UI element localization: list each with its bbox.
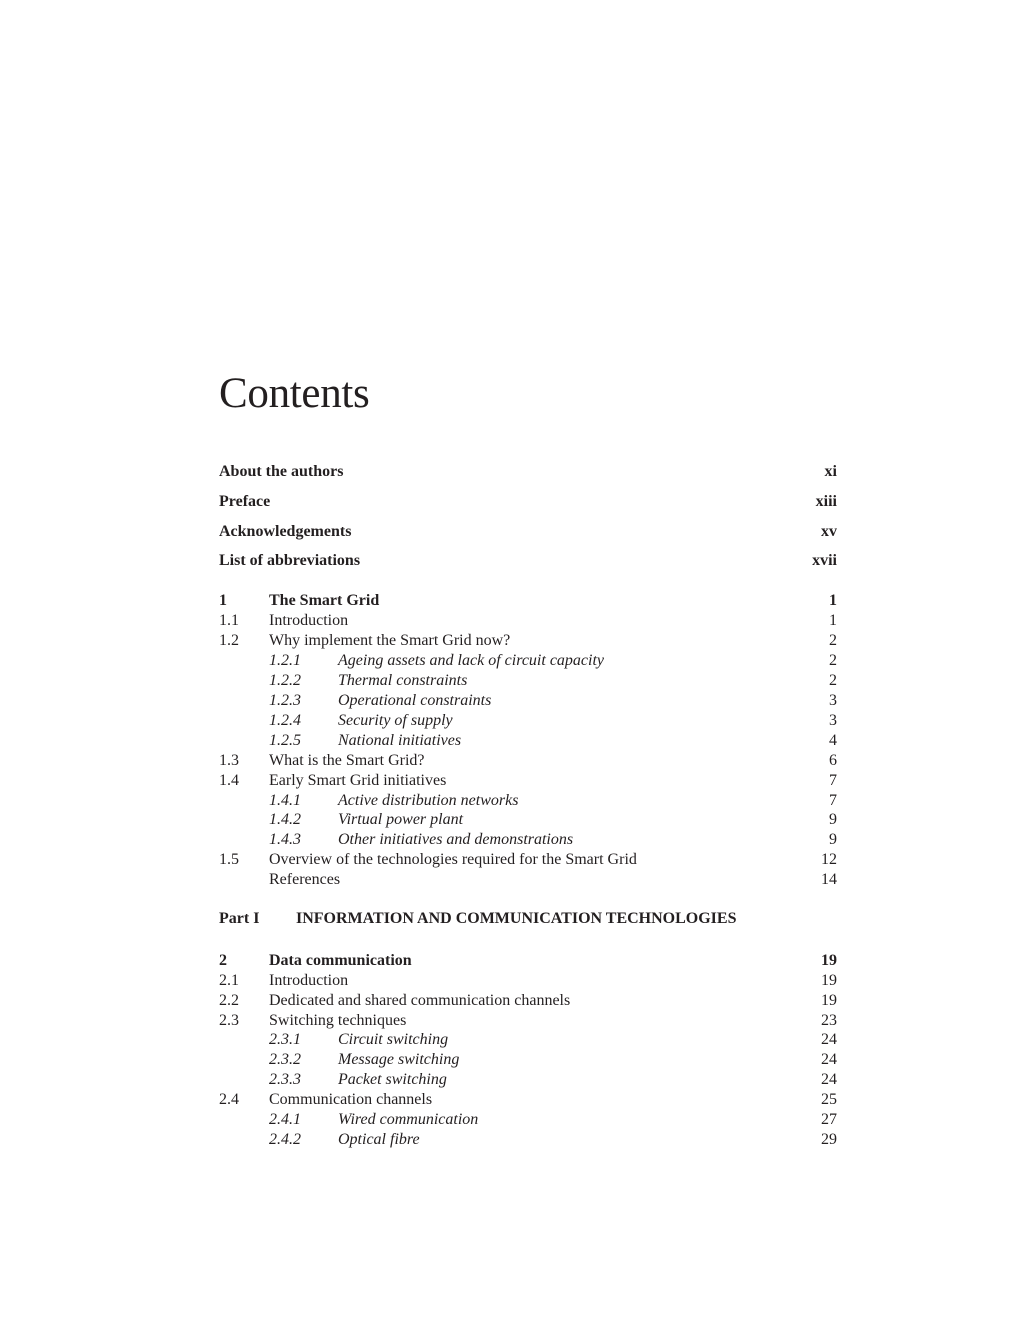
subsection-number: 1.2.3 <box>269 692 301 709</box>
chapter-number: 2 <box>219 952 227 969</box>
toc-part-1[interactable] <box>219 909 837 929</box>
section-title: Dedicated and shared communication channels <box>269 992 571 1009</box>
section-number: 1.5 <box>219 851 239 868</box>
entry-page: 1 <box>829 612 837 629</box>
toc-section[interactable] <box>219 850 837 870</box>
entry-page: 24 <box>821 1031 837 1048</box>
toc-chapter-2[interactable] <box>219 951 837 971</box>
entry-page: 7 <box>829 772 837 789</box>
section-number: 2.3 <box>219 1012 239 1029</box>
toc-subsection[interactable] <box>219 651 837 671</box>
subsection-title: Security of supply <box>338 712 453 729</box>
section-title: Overview of the technologies required for the Smart Grid <box>269 851 637 868</box>
toc-section[interactable] <box>219 751 837 771</box>
section-title: Why implement the Smart Grid now? <box>269 632 511 649</box>
page-title: Contents <box>219 370 370 417</box>
section-number: 1.1 <box>219 612 239 629</box>
subsection-number: 1.2.5 <box>269 732 301 749</box>
toc-section[interactable] <box>219 1011 837 1031</box>
subsection-title: Wired communication <box>338 1111 479 1128</box>
toc-entry-about-authors[interactable] <box>219 462 837 482</box>
section-number: 2.1 <box>219 972 239 989</box>
toc-subsection[interactable] <box>219 1130 837 1150</box>
subsection-number: 1.2.2 <box>269 672 301 689</box>
subsection-number: 1.2.4 <box>269 712 301 729</box>
subsection-number: 2.3.2 <box>269 1051 301 1068</box>
entry-page: 14 <box>821 871 837 888</box>
subsection-number: 2.3.3 <box>269 1071 301 1088</box>
entry-page: 7 <box>829 792 837 809</box>
subsection-number: 1.4.1 <box>269 792 301 809</box>
toc-section[interactable] <box>219 1090 837 1110</box>
subsection-title: Optical fibre <box>338 1131 420 1148</box>
entry-page: 9 <box>829 811 837 828</box>
toc-subsection[interactable] <box>219 1030 837 1050</box>
entry-page: 1 <box>829 592 837 609</box>
entry-page: xv <box>821 523 837 540</box>
section-number: 1.2 <box>219 632 239 649</box>
entry-page: 19 <box>821 992 837 1009</box>
toc-subsection[interactable] <box>219 791 837 811</box>
toc-subsection[interactable] <box>219 1070 837 1090</box>
entry-page: 2 <box>829 672 837 689</box>
entry-page: 19 <box>821 972 837 989</box>
section-title: Early Smart Grid initiatives <box>269 772 447 789</box>
entry-page: 4 <box>829 732 837 749</box>
section-number: 2.2 <box>219 992 239 1009</box>
subsection-number: 2.3.1 <box>269 1031 301 1048</box>
subsection-title: National initiatives <box>338 732 462 749</box>
subsection-title: Other initiatives and demonstrations <box>338 831 574 848</box>
entry-page: xvii <box>812 552 837 569</box>
entry-page: 29 <box>821 1131 837 1148</box>
toc-subsection[interactable] <box>219 671 837 691</box>
entry-page: 24 <box>821 1071 837 1088</box>
subsection-title: Operational constraints <box>338 692 492 709</box>
toc-entry-acknowledgements[interactable] <box>219 522 837 542</box>
toc-subsection[interactable] <box>219 691 837 711</box>
subsection-number: 2.4.1 <box>269 1111 301 1128</box>
entry-title: Acknowledgements <box>219 523 352 540</box>
subsection-title: Thermal constraints <box>338 672 468 689</box>
entry-page: 27 <box>821 1111 837 1128</box>
subsection-title: Virtual power plant <box>338 811 464 828</box>
entry-title: List of abbreviations <box>219 552 361 569</box>
entry-page: 3 <box>829 712 837 729</box>
entry-page: xi <box>824 463 837 480</box>
toc-section[interactable] <box>219 771 837 791</box>
subsection-number: 2.4.2 <box>269 1131 301 1148</box>
toc-entry-abbreviations[interactable] <box>219 551 837 571</box>
entry-title: Preface <box>219 493 271 510</box>
entry-page: xiii <box>815 493 837 510</box>
entry-page: 25 <box>821 1091 837 1108</box>
subsection-title: Packet switching <box>338 1071 447 1088</box>
toc-subsection[interactable] <box>219 830 837 850</box>
toc-section[interactable] <box>219 971 837 991</box>
toc-section[interactable] <box>219 611 837 631</box>
entry-page: 2 <box>829 632 837 649</box>
entry-title: About the authors <box>219 463 344 480</box>
toc-subsection[interactable] <box>219 810 837 830</box>
section-title: Introduction <box>269 972 349 989</box>
subsection-number: 1.4.2 <box>269 811 301 828</box>
section-title: References <box>269 871 341 888</box>
subsection-title: Circuit switching <box>338 1031 449 1048</box>
section-title: Introduction <box>269 612 349 629</box>
section-title: Switching techniques <box>269 1012 407 1029</box>
entry-page: 2 <box>829 652 837 669</box>
section-number: 1.3 <box>219 752 239 769</box>
entry-page: 9 <box>829 831 837 848</box>
toc-section[interactable] <box>219 991 837 1011</box>
toc-section[interactable] <box>219 631 837 651</box>
entry-page: 6 <box>829 752 837 769</box>
toc-subsection[interactable] <box>219 1050 837 1070</box>
chapter-title: Data communication <box>269 952 412 969</box>
chapter-title: The Smart Grid <box>269 592 380 609</box>
subsection-title: Ageing assets and lack of circuit capacity <box>338 652 605 669</box>
entry-page: 3 <box>829 692 837 709</box>
entry-page: 12 <box>821 851 837 868</box>
subsection-title: Active distribution networks <box>338 792 519 809</box>
section-number: 2.4 <box>219 1091 239 1108</box>
section-title: Communication channels <box>269 1091 433 1108</box>
subsection-number: 1.4.3 <box>269 831 301 848</box>
toc-entry-preface[interactable] <box>219 492 837 512</box>
entry-page: 19 <box>821 952 837 969</box>
toc-subsection[interactable] <box>219 731 837 751</box>
subsection-number: 1.2.1 <box>269 652 301 669</box>
toc-subsection[interactable] <box>219 1110 837 1130</box>
toc-chapter-1[interactable] <box>219 591 837 611</box>
chapter-number: 1 <box>219 592 227 609</box>
toc-subsection[interactable] <box>219 711 837 731</box>
toc-references[interactable] <box>219 870 837 890</box>
part-title: INFORMATION AND COMMUNICATION TECHNOLOGIES <box>296 910 737 927</box>
entry-page: 23 <box>821 1012 837 1029</box>
section-title: What is the Smart Grid? <box>269 752 425 769</box>
subsection-title: Message switching <box>338 1051 460 1068</box>
section-number: 1.4 <box>219 772 239 789</box>
part-label: Part I <box>219 910 260 927</box>
entry-page: 24 <box>821 1051 837 1068</box>
